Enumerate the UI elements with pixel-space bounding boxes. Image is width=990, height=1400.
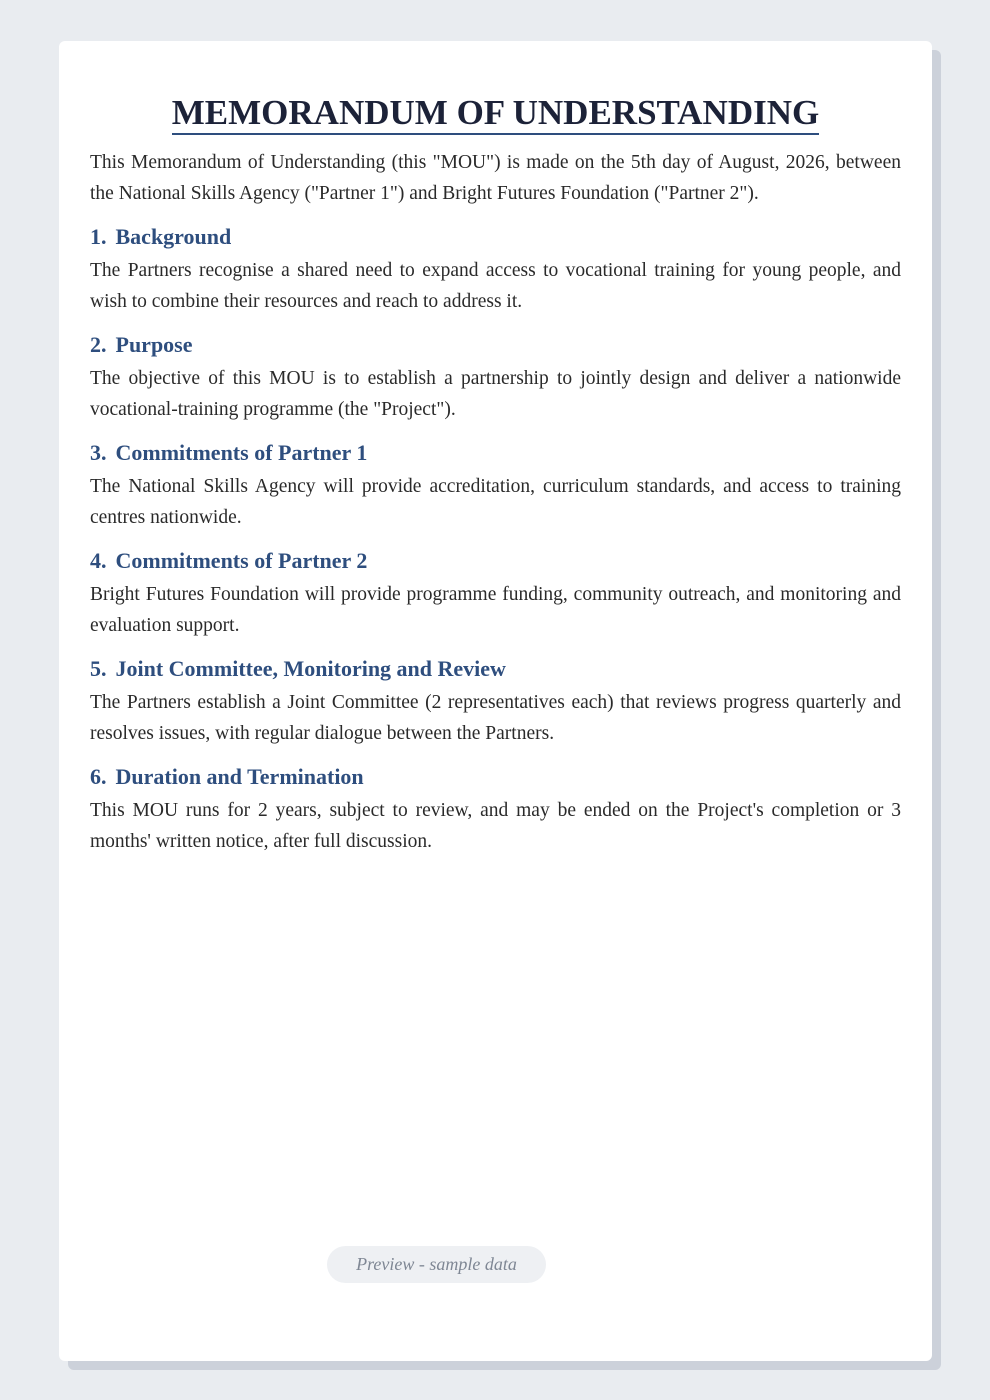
section-heading xyxy=(90,438,901,468)
section-heading xyxy=(90,330,901,360)
section-background xyxy=(90,222,901,317)
section-text: The objective of this MOU is to establish a partnership to jointly design and deliver a nationwide vocational-training programme (the "Project"). xyxy=(90,368,901,420)
section-number: 2. xyxy=(90,332,107,357)
section-title: Purpose xyxy=(115,332,193,357)
section-number: 3. xyxy=(90,440,107,465)
section-heading xyxy=(90,654,901,684)
section-commitments-partner-2 xyxy=(90,546,901,641)
section-text: Bright Futures Foundation will provide programme funding, community outreach, and monitoring and evaluation support. xyxy=(90,584,901,636)
section-text: The Partners recognise a shared need to expand access to vocational training for young people, and wish to combine their resources and reach to address it. xyxy=(90,260,901,312)
section-number: 6. xyxy=(90,764,107,789)
section-number: 5. xyxy=(90,656,107,681)
section-number: 1. xyxy=(90,224,107,249)
document-title-wrap xyxy=(90,93,901,135)
section-number: 4. xyxy=(90,548,107,573)
section-heading xyxy=(90,546,901,576)
section-title: Background xyxy=(115,224,232,249)
document-page xyxy=(59,41,932,1361)
section-heading xyxy=(90,222,901,252)
preview-badge: Preview - sample data xyxy=(327,1246,546,1283)
section-title: Duration and Termination xyxy=(115,764,364,789)
section-title: Commitments of Partner 2 xyxy=(115,548,368,573)
section-duration-termination xyxy=(90,762,901,857)
section-text: The Partners establish a Joint Committee (2 representatives each) that reviews progress quarterly and resolves issues, with regular dialogue between the Partners. xyxy=(90,692,901,744)
section-title: Commitments of Partner 1 xyxy=(115,440,368,465)
document-title: MEMORANDUM OF UNDERSTANDING xyxy=(172,93,819,135)
section-text: This MOU runs for 2 years, subject to review, and may be ended on the Project's completion or 3 months' written notice, after full discussion. xyxy=(90,800,901,852)
section-joint-committee xyxy=(90,654,901,749)
section-text: The National Skills Agency will provide accreditation, curriculum standards, and access to training centres nationwide. xyxy=(90,476,901,528)
section-commitments-partner-1 xyxy=(90,438,901,533)
section-heading xyxy=(90,762,901,792)
section-purpose xyxy=(90,330,901,425)
section-title: Joint Committee, Monitoring and Review xyxy=(115,656,506,681)
intro-paragraph: This Memorandum of Understanding (this "MOU") is made on the 5th day of August, 2026, between the National Skills Agency ("Partner 1") and Bright Futures Foundation ("Partner 2"). xyxy=(90,152,901,204)
